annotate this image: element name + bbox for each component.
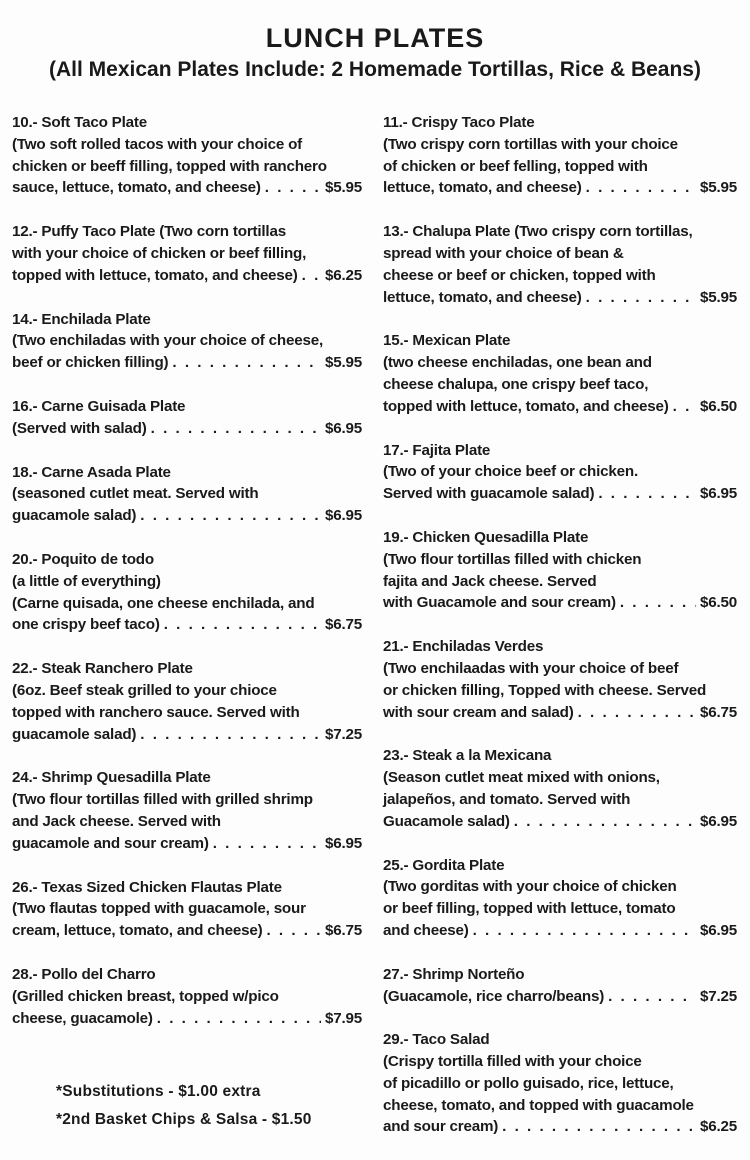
menu-item-price-line: [12, 1008, 362, 1030]
dot-leader: [140, 505, 321, 527]
menu-item-description: beef or chicken filling): [12, 354, 169, 372]
menu-item-name: 10.- Soft Taco Plate: [12, 114, 147, 131]
menu-item-description: cream, lettuce, tomato, and cheese): [12, 922, 263, 940]
menu-item-price-line: [12, 505, 362, 527]
menu-item: [383, 527, 737, 614]
dot-leader: [514, 811, 696, 833]
dot-leader: [620, 592, 696, 614]
menu-item-price: $6.25: [324, 266, 362, 284]
menu-item-price: $6.95: [324, 419, 362, 437]
menu-item-description: or beef filling, topped with lettuce, tomato: [383, 900, 676, 918]
menu-item-description: of chicken or beef felling, topped with: [383, 157, 648, 175]
substitutions-note: *Substitutions - $1.00 extra: [56, 1083, 261, 1100]
menu-item-name: 19.- Chicken Quesadilla Plate: [383, 528, 589, 546]
menu-item: [383, 855, 737, 942]
menu-item-description: cheese, guacamole): [12, 1009, 153, 1027]
menu-item-description: cheese chalupa, one crispy beef taco,: [383, 375, 649, 393]
menu-item: [12, 658, 362, 745]
menu-item-description: cheese or beef or chicken, topped with: [383, 266, 656, 284]
menu-item-description: jalapeños, and tomato. Served with: [383, 790, 631, 808]
dot-leader: [673, 396, 696, 418]
menu-item-description: and cheese): [383, 921, 469, 939]
menu-item-description: of picadillo or pollo guisado, rice, lettuce,: [383, 1074, 674, 1092]
menu-item-price: $6.50: [699, 594, 737, 612]
menu-item-price: $6.50: [699, 397, 737, 415]
menu-item-price-line: [383, 986, 737, 1008]
menu-item: [383, 440, 737, 505]
menu-item-name: 14.- Enchilada Plate: [12, 310, 151, 328]
menu-item-price: $6.95: [324, 834, 362, 852]
menu-item-name: 29.- Taco Salad: [383, 1031, 490, 1049]
menu-item: [12, 549, 362, 636]
menu-item-price: $6.95: [699, 485, 737, 503]
menu-item-name: 20.- Poquito de todo: [12, 550, 154, 568]
menu-item: [12, 112, 362, 199]
menu-item-description: Guacamole salad): [383, 812, 510, 830]
menu-item-price-line: [383, 287, 737, 309]
dot-leader: [172, 352, 321, 374]
menu-item-description: lettuce, tomato, and cheese): [383, 179, 582, 197]
left-menu-column: [12, 112, 362, 1051]
menu-item-description: topped with lettuce, tomato, and cheese): [12, 266, 298, 284]
dot-leader: [266, 920, 321, 942]
menu-item-price-line: [12, 418, 362, 440]
menu-item-price: $6.75: [324, 922, 362, 940]
menu-item-description: (Two of your choice beef or chicken.: [383, 463, 638, 481]
menu-item-name: 27.- Shrimp Norteño: [383, 965, 525, 983]
menu-item-price-line: [12, 352, 362, 374]
menu-item-price: $7.95: [324, 1009, 362, 1027]
menu-item-description: (Two crispy corn tortillas with your choice: [383, 135, 678, 153]
menu-item: [383, 330, 737, 417]
menu-item-price: $6.25: [699, 1118, 737, 1136]
menu-item-description: guacamole salad): [12, 725, 137, 743]
menu-item: [12, 221, 362, 286]
menu-item-price: $6.75: [324, 616, 362, 634]
page-subtitle: (All Mexican Plates Include: 2 Homemade Tortillas, Rice & Beans): [49, 58, 701, 81]
menu-item-description: (two cheese enchiladas, one bean and: [383, 354, 652, 372]
menu-item-description: (Two soft rolled tacos with your choice of: [12, 135, 303, 153]
dot-leader: [586, 287, 696, 309]
menu-item-description: (Two flour tortillas filled with grilled shrimp: [12, 791, 313, 809]
menu-item-description: (Two enchilaadas with your choice of beef: [383, 659, 679, 677]
menu-item-description: topped with lettuce, tomato, and cheese): [383, 397, 669, 415]
menu-item-price-line: [383, 920, 737, 942]
menu-item-price-line: [383, 702, 737, 724]
right-menu-column: [383, 112, 737, 1160]
menu-item-name: 23.- Steak a la Mexicana: [383, 747, 552, 765]
dot-leader: [151, 418, 321, 440]
menu-item-price-line: [383, 811, 737, 833]
menu-item-description: (Two flautas topped with guacamole, sour: [12, 900, 306, 918]
menu-item-price: $6.75: [699, 703, 737, 721]
menu-item: [383, 964, 737, 1008]
menu-item-price: $6.95: [324, 507, 362, 525]
dot-leader: [157, 1008, 321, 1030]
menu-item-name: 17.- Fajita Plate: [383, 441, 491, 459]
menu-item-price-line: [12, 265, 362, 287]
menu-item-name: 18.- Carne Asada Plate: [12, 463, 171, 481]
menu-item-name: 25.- Gordita Plate: [383, 856, 505, 874]
menu-item-description: (Two enchiladas with your choice of cheese,: [12, 332, 323, 350]
dot-leader: [213, 833, 321, 855]
menu-item-description: (Season cutlet meat mixed with onions,: [383, 769, 660, 787]
menu-item-name: 13.- Chalupa Plate (Two crispy corn tortillas,: [383, 223, 693, 241]
menu-item-description: spread with your choice of bean &: [383, 244, 624, 262]
menu-item-description: or chicken filling, Topped with cheese. Served: [383, 681, 707, 699]
dot-leader: [586, 177, 696, 199]
menu-item-description: with sour cream and salad): [383, 703, 574, 721]
menu-item-price-line: [383, 396, 737, 418]
menu-item: [383, 221, 737, 308]
menu-item-price-line: [12, 177, 362, 199]
menu-item-price: $6.95: [699, 812, 737, 830]
menu-item-name: 24.- Shrimp Quesadilla Plate: [12, 769, 211, 787]
menu-header: [0, 22, 750, 84]
menu-item-description: (Two gorditas with your choice of chicken: [383, 878, 677, 896]
menu-item-description: sauce, lettuce, tomato, and cheese): [12, 179, 261, 197]
menu-item: [383, 112, 737, 199]
menu-item-description: topped with ranchero sauce. Served with: [12, 703, 300, 721]
menu-item-price: $5.95: [324, 179, 362, 197]
menu-item: [12, 309, 362, 374]
menu-item-price-line: [383, 483, 737, 505]
menu-item-description: and sour cream): [383, 1118, 499, 1136]
menu-item-name: 22.- Steak Ranchero Plate: [12, 660, 193, 678]
menu-item-price-line: [383, 1116, 737, 1138]
menu-item-name: 16.- Carne Guisada Plate: [12, 397, 186, 415]
dot-leader: [265, 177, 321, 199]
menu-item-price: $5.95: [699, 179, 737, 197]
menu-item-description: with Guacamole and sour cream): [383, 594, 616, 612]
dot-leader: [473, 920, 696, 942]
menu-item-description: (Grilled chicken breast, topped w/pico: [12, 987, 279, 1005]
menu-item-description: one crispy beef taco): [12, 616, 160, 634]
menu-item-price: $7.25: [699, 987, 737, 1005]
page-title: LUNCH PLATES: [265, 23, 485, 53]
menu-item-description: (Crispy tortilla filled with your choice: [383, 1053, 642, 1071]
menu-item-name: 26.- Texas Sized Chicken Flautas Plate: [12, 878, 282, 896]
menu-item: [383, 745, 737, 832]
menu-item-name: 15.- Mexican Plate: [383, 332, 511, 350]
menu-item-description: Served with guacamole salad): [383, 485, 595, 503]
menu-item-price-line: [383, 592, 737, 614]
dot-leader: [578, 702, 696, 724]
menu-item-price: $6.95: [699, 921, 737, 939]
menu-item-price-line: [12, 920, 362, 942]
dot-leader: [598, 483, 696, 505]
basket-note: *2nd Basket Chips & Salsa - $1.50: [56, 1111, 312, 1128]
menu-item-name: 11.- Crispy Taco Plate: [383, 114, 535, 131]
menu-item-description: chicken or beeff filling, topped with ranchero: [12, 157, 327, 175]
menu-item-description: guacamole and sour cream): [12, 834, 209, 852]
menu-item-description: guacamole salad): [12, 507, 137, 525]
menu-item-description: with your choice of chicken or beef filling,: [12, 244, 307, 262]
menu-item: [12, 462, 362, 527]
menu-item-price-line: [383, 177, 737, 199]
menu-item-description: cheese, tomato, and topped with guacamole: [383, 1096, 694, 1114]
dot-leader: [302, 265, 321, 287]
menu-item-description: (Served with salad): [12, 419, 147, 437]
menu-item: [383, 636, 737, 723]
dot-leader: [164, 614, 321, 636]
menu-item-name: 21.- Enchiladas Verdes: [383, 638, 544, 656]
menu-item: [12, 877, 362, 942]
menu-item-price-line: [12, 833, 362, 855]
menu-item-name: 12.- Puffy Taco Plate (Two corn tortillas: [12, 223, 286, 241]
menu-item-description: (a little of everything): [12, 572, 161, 590]
menu-item: [12, 964, 362, 1029]
menu-item-description: (Guacamole, rice charro/beans): [383, 987, 605, 1005]
menu-notes: [56, 1078, 312, 1134]
menu-item-description: lettuce, tomato, and cheese): [383, 288, 582, 306]
menu-item-price: $5.95: [699, 288, 737, 306]
dot-leader: [502, 1116, 696, 1138]
menu-item-description: and Jack cheese. Served with: [12, 812, 221, 830]
menu-item-description: (Two flour tortillas filled with chicken: [383, 550, 642, 568]
dot-leader: [608, 986, 696, 1008]
menu-item-price: $5.95: [324, 354, 362, 372]
menu-item-description: (seasoned cutlet meat. Served with: [12, 485, 259, 503]
menu-item-description: (6oz. Beef steak grilled to your chioce: [12, 681, 277, 699]
menu-item-name: 28.- Pollo del Charro: [12, 965, 156, 983]
menu-item: [383, 1029, 737, 1138]
menu-item-description: fajita and Jack cheese. Served: [383, 572, 597, 590]
menu-item-description: (Carne quisada, one cheese enchilada, and: [12, 594, 315, 612]
menu-item-price: $7.25: [324, 725, 362, 743]
dot-leader: [140, 724, 321, 746]
menu-item: [12, 767, 362, 854]
menu-item-price-line: [12, 614, 362, 636]
menu-item-price-line: [12, 724, 362, 746]
menu-item: [12, 396, 362, 440]
